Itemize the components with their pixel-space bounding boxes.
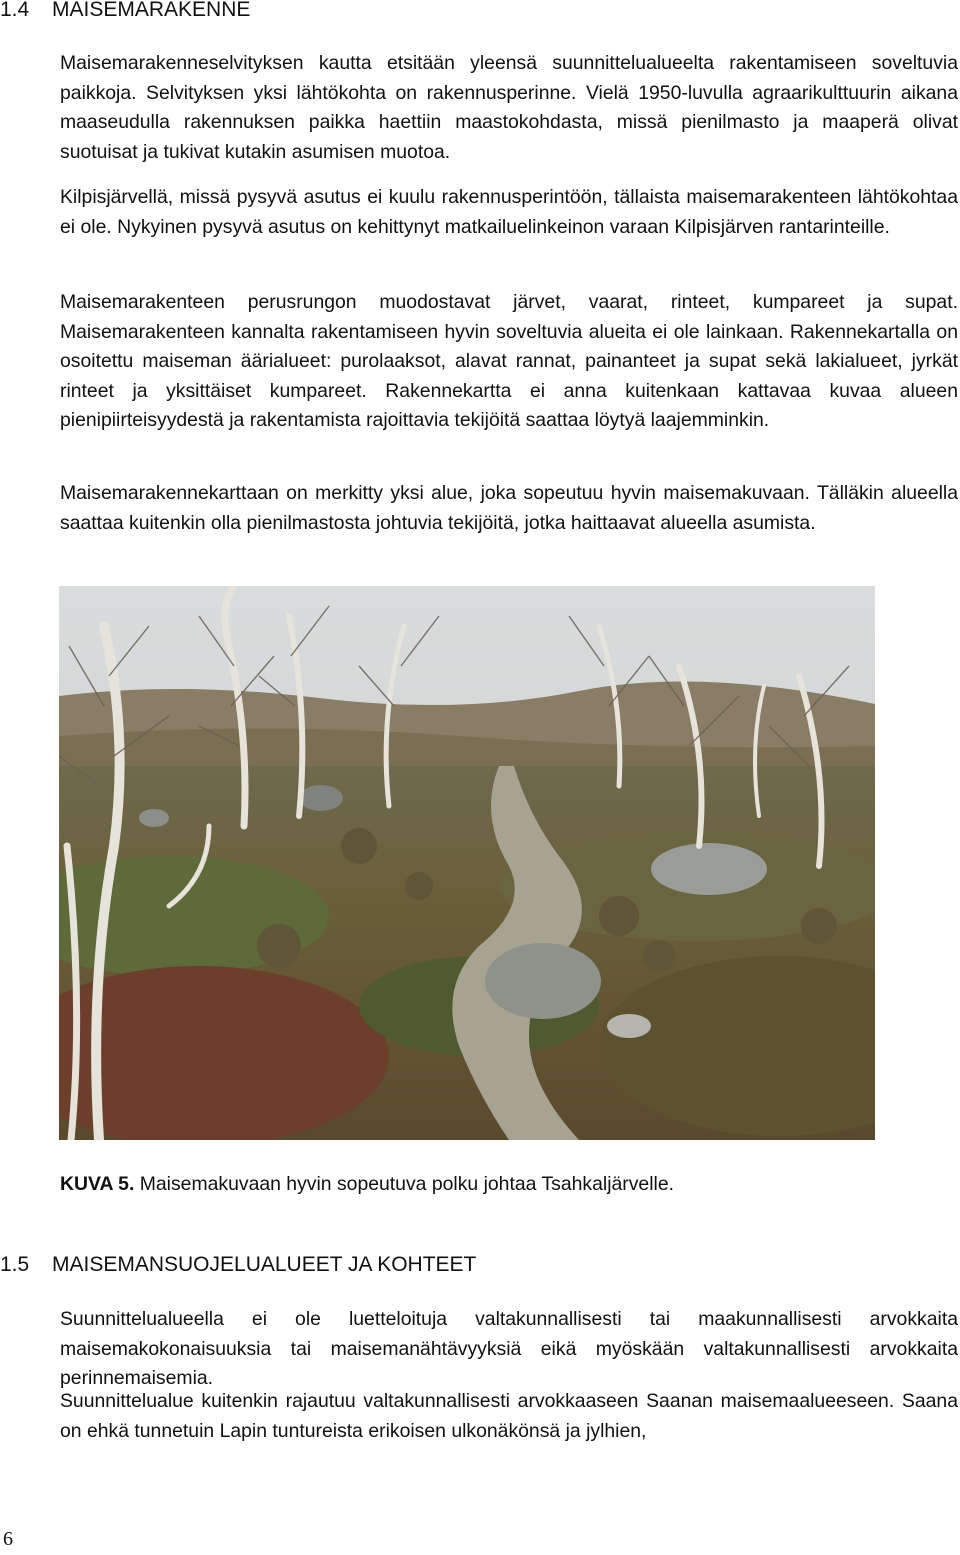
section-number: 1.5 <box>0 1253 30 1276</box>
paragraph: Maisemarakennekarttaan on merkitty yksi alue, joka sopeutuu hyvin maisemakuvaan. Tälläkin alueella saattaa kuitenkin olla pienilmastosta johtuvia tekijöitä, jotka haittaavat alueella asumista. <box>60 482 958 534</box>
photo-illustration <box>59 586 875 1140</box>
section-heading-1-4 <box>0 0 250 22</box>
paragraph: Maisemarakenteen perusrungon muodostavat järvet, vaarat, rinteet, kumpareet ja supat. Maisemarakenteen kannalta rakentamiseen hyvin soveltuvia alueita ei ole lainkaan. Rakennekartalla on osoitettu maiseman äärialueet: purolaaksot, alavat rannat, painanteet ja supat sekä lakialueet, jyrkät rinteet ja yksittäiset kumpareet. Rakennekartta ei anna kuitenkaan kattavaa kuvaa alueen pienipiirteisyydestä ja rakentamista rajoittavia tekijöitä saattaa löytyä laajemminkin. <box>60 291 958 431</box>
paragraph: Suunnittelualue kuitenkin rajautuu valtakunnallisesti arvokkaaseen Saanan maisemaalueeseen. Saana on ehkä tunnetuin Lapin tuntureista erikoisen ulkonäkönsä ja jylhien, <box>60 1390 958 1442</box>
page-number: 6 <box>3 1528 13 1550</box>
figure-caption <box>60 1171 674 1197</box>
landscape-photo <box>59 586 875 1140</box>
section-title: MAISEMANSUOJELUALUEET JA KOHTEET <box>52 1253 477 1276</box>
section-number: 1.4 <box>0 0 30 21</box>
section-heading-1-5 <box>0 1253 476 1277</box>
paragraph: Suunnittelualueella ei ole luetteloituja valtakunnallisesti tai maakunnallisesti arvokkaita maisemakokonaisuuksia tai maisemanähtävyyksiä eikä myöskään valtakunnallisesti arvokkaita perinnemaisemia. <box>60 1308 958 1389</box>
figure-caption-text: Maisemakuvaan hyvin sopeutuva polku johtaa Tsahkaljärvelle. <box>134 1173 675 1195</box>
paragraph: Maisemarakenneselvityksen kautta etsitään yleensä suunnittelualueelta rakentamiseen soveltuvia paikkoja. Selvityksen yksi lähtökohta on rakennusperinne. Vielä 1950-luvulla agraarikulttuurin aikana maaseudulla rakennuksen paikka haettiin maastokohdasta, missä pienilmasto ja maaperä olivat suotuisat ja tukivat kutakin asumisen muotoa. <box>60 52 958 163</box>
section-title: MAISEMARAKENNE <box>52 0 251 21</box>
figure-label: KUVA 5. <box>60 1173 135 1195</box>
paragraph: Kilpisjärvellä, missä pysyvä asutus ei kuulu rakennusperintöön, tällaista maisemarakenteen lähtökohtaa ei ole. Nykyinen pysyvä asutus on kehittynyt matkailuelinkeinon varaan Kilpisjärven rantarinteille. <box>60 186 958 238</box>
